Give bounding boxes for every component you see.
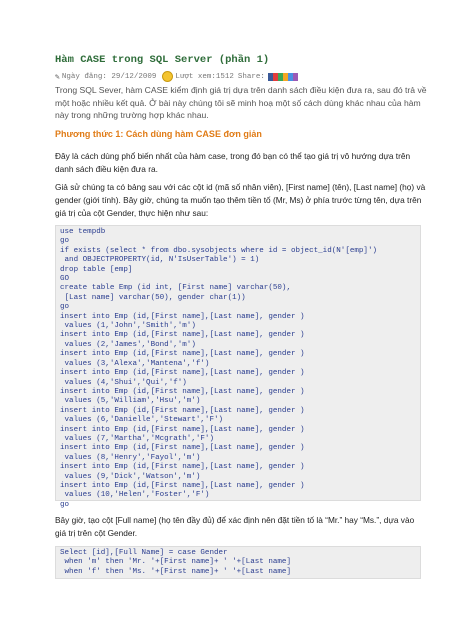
code-line: drop table [emp]	[60, 265, 133, 274]
code-line: go	[60, 237, 70, 246]
code-line: insert into Emp (id,[First name],[Last name], gender )	[60, 331, 305, 340]
share-label: Share:	[237, 72, 265, 81]
code-line: values (2,'James','Bond','m')	[60, 340, 196, 349]
code-line: insert into Emp (id,[First name],[Last name], gender )	[60, 425, 305, 434]
intro-paragraph: Trong SQL Sever, hàm CASE kiểm định giá trị dựa trên danh sách điều kiện đưa ra, sau đó trả về một hoặc nhiều kết quả. Ở bài này chúng tôi sẽ minh hoạ một số cách dùng khác nhau của hàm này trong những trường hợp khác nhau.	[55, 85, 427, 121]
code-line: values (10,'Helen','Foster','F')	[60, 491, 210, 500]
code-line: [Last name] varchar(50), gender char(1))	[60, 293, 246, 302]
code-line: insert into Emp (id,[First name],[Last name], gender )	[60, 406, 305, 415]
code-line: values (6,'Danielle','Stewart','F')	[60, 416, 224, 425]
paragraph-3: Bây giờ, tạo cột [Full name] (họ tên đầy đủ) để xác định nên đặt tiền tố là “Mr.” hay “Ms.”, dựa vào giá trị trên cột Gender.	[55, 515, 415, 539]
code-line: GO	[60, 275, 70, 284]
article-title: Hàm CASE trong SQL Server (phần 1)	[55, 54, 270, 66]
paragraph-1: Đây là cách dùng phổ biến nhất của hàm case, trong đó bạn có thể tạo giá trị vô hướng dựa trên danh sách điều kiện đưa ra.	[55, 151, 411, 175]
code-line: insert into Emp (id,[First name],[Last name], gender )	[60, 444, 305, 453]
code-line: when 'f' then 'Ms. '+[First name]+ ' '+[Last name]	[60, 567, 291, 576]
code-line: if exists (select * from dbo.sysobjects where id = object_id(N'[emp]')	[60, 246, 378, 255]
code-line: insert into Emp (id,[First name],[Last name], gender )	[60, 369, 305, 378]
code-line: go	[60, 303, 70, 312]
pencil-icon: ✎	[55, 72, 60, 82]
post-date: Ngày đăng: 29/12/2009	[61, 72, 157, 81]
code-line: values (3,'Alexa','Mantena','f')	[60, 359, 210, 368]
code-line: values (9,'Dick','Watson','m')	[60, 472, 201, 481]
delicious-icon[interactable]	[293, 73, 298, 81]
section-heading: Phương thức 1: Cách dùng hàm CASE đơn giản	[55, 129, 262, 139]
code-line: when 'm' then 'Mr. '+[First name]+ ' '+[Last name]	[60, 558, 291, 567]
code-block-select-case	[55, 546, 421, 579]
share-icons[interactable]	[268, 73, 298, 81]
article-meta	[55, 71, 298, 82]
code-line: create table Emp (id int, [First name] varchar(50),	[60, 284, 291, 293]
code-line: values (1,'John','Smith','m')	[60, 322, 196, 331]
paragraph-2: Giả sử chúng ta có bảng sau với các cột id (mã số nhân viên), [First name] (tên), [Last name] (họ) và gender (giới tính). Bây giờ, chúng ta muốn tạo thêm tiền tố (Mr, Ms) ở phía trước từng tên, dựa trên giá trị của cột Gender, thực hiện như sau:	[55, 182, 426, 219]
code-block-create-table	[55, 225, 421, 509]
code-line: use tempdb	[60, 228, 106, 236]
code-line: values (5,'William','Hsu','m')	[60, 397, 201, 406]
code-line: insert into Emp (id,[First name],[Last name], gender )	[60, 312, 305, 321]
code-line: Select [id],[Full Name] = case Gender	[60, 549, 228, 557]
code-line: insert into Emp (id,[First name],[Last name], gender )	[60, 481, 305, 490]
code-line: insert into Emp (id,[First name],[Last name], gender )	[60, 463, 305, 472]
code-line: values (7,'Martha','Mcgrath','F')	[60, 434, 214, 443]
smiley-icon	[162, 71, 173, 82]
code-line: values (8,'Henry','Fayol','m')	[60, 453, 201, 462]
code-line: insert into Emp (id,[First name],[Last name], gender )	[60, 350, 305, 359]
code-line: and OBJECTPROPERTY(id, N'IsUserTable') = 1)	[60, 256, 260, 265]
code-line: values (4,'Shui','Qui','f')	[60, 378, 187, 387]
code-line: insert into Emp (id,[First name],[Last name], gender )	[60, 387, 305, 396]
view-count: Lượt xem:1512	[175, 72, 234, 81]
code-line: go	[60, 500, 70, 509]
